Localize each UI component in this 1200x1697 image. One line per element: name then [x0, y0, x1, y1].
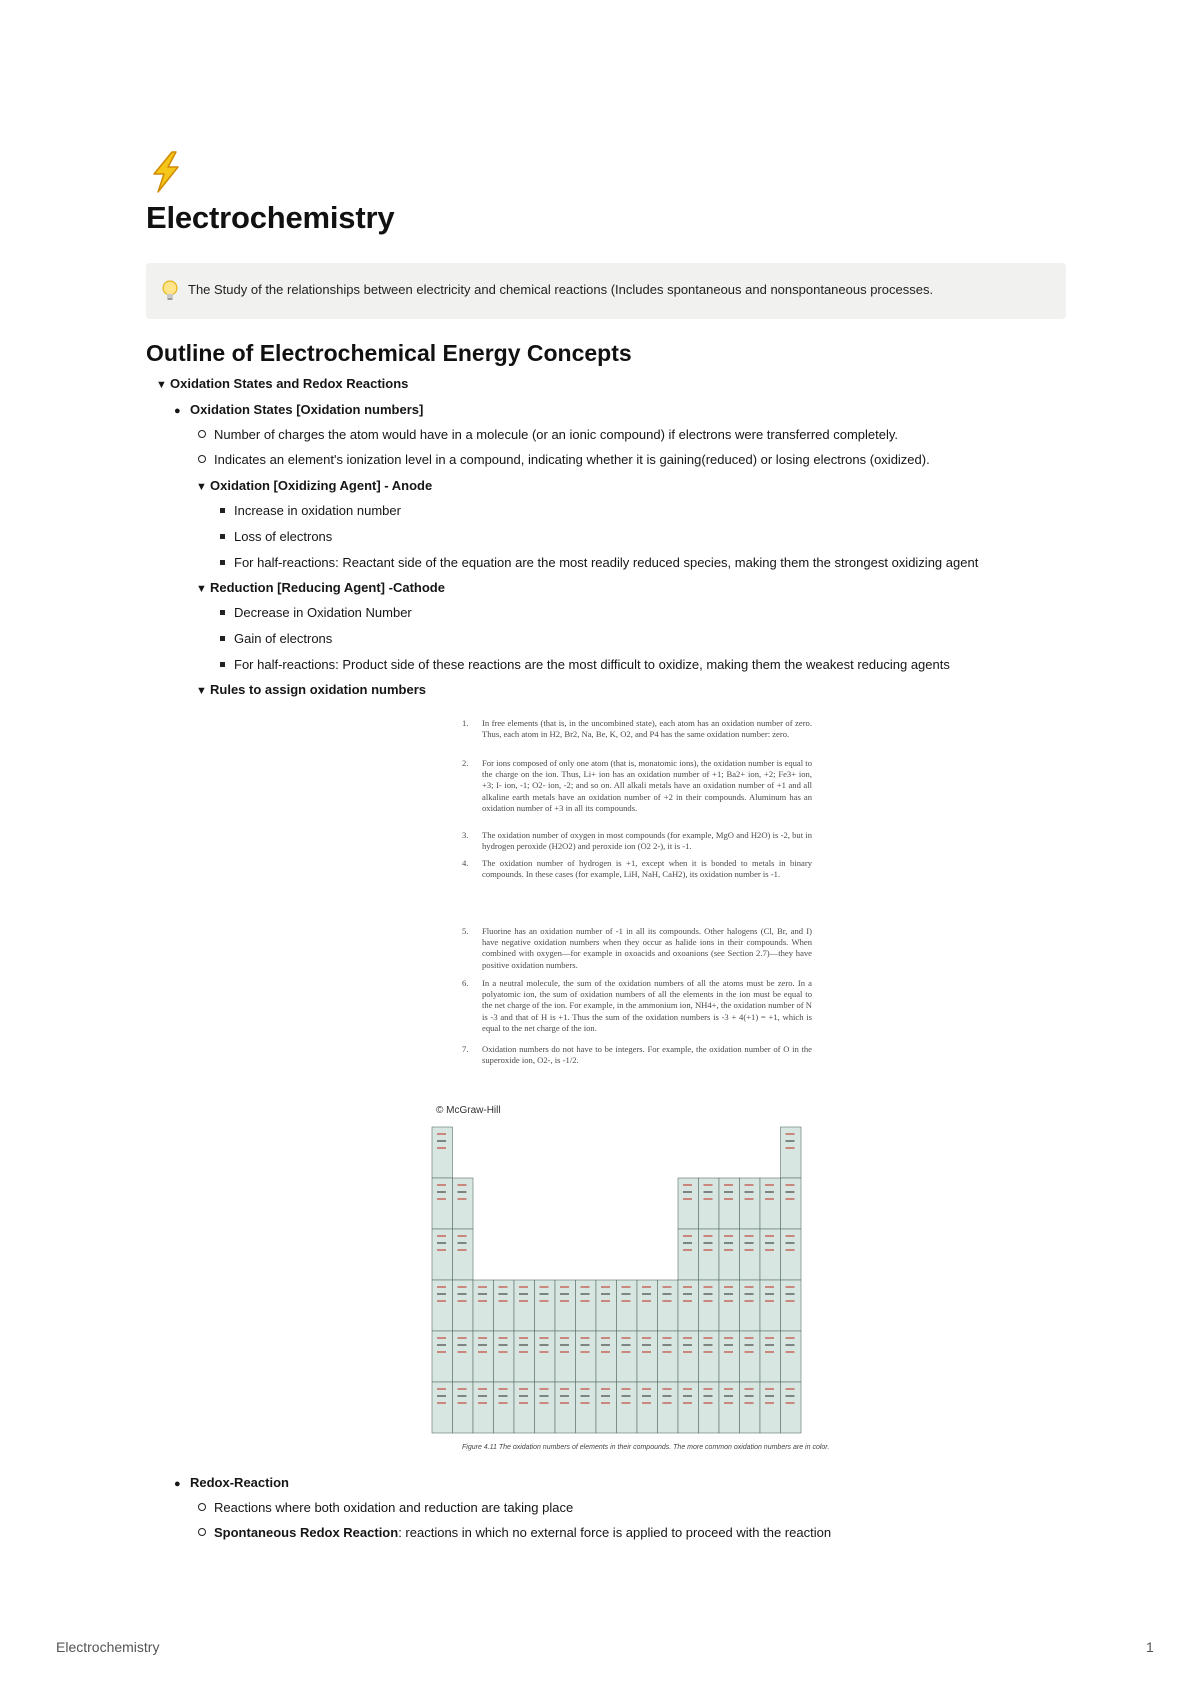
element-cell-mark [519, 1300, 528, 1302]
element-cell-mark [745, 1293, 754, 1295]
element-cell-mark [786, 1140, 795, 1142]
element-cell-mark [478, 1337, 487, 1339]
element-cell-mark [519, 1351, 528, 1353]
element-cell-mark [786, 1147, 795, 1149]
element-cell-mark [724, 1191, 733, 1193]
element-cell-mark [765, 1402, 774, 1404]
element-cell-mark [786, 1344, 795, 1346]
element-cell-mark [786, 1402, 795, 1404]
element-cell-mark [724, 1198, 733, 1200]
element-cell-mark [704, 1235, 713, 1237]
bullet-square-icon [220, 610, 225, 615]
element-cell-mark [765, 1235, 774, 1237]
element-cell-mark [683, 1293, 692, 1295]
element-cell-mark [540, 1286, 549, 1288]
element-cell-mark [540, 1337, 549, 1339]
element-cell-mark [765, 1351, 774, 1353]
element-cell-mark [499, 1286, 508, 1288]
element-cell-mark [437, 1388, 446, 1390]
element-cell-mark [458, 1249, 467, 1251]
element-cell-mark [765, 1337, 774, 1339]
image-source-credit: © McGraw-Hill [436, 1105, 501, 1116]
bullet-circle-icon [198, 455, 206, 463]
element-cell-mark [786, 1133, 795, 1135]
element-cell-mark [560, 1337, 569, 1339]
bullet-square-icon [220, 662, 225, 667]
element-cell-mark [663, 1395, 672, 1397]
element-cell-mark [437, 1351, 446, 1353]
element-cell-mark [765, 1388, 774, 1390]
element-cell-mark [601, 1402, 610, 1404]
element-cell-mark [540, 1388, 549, 1390]
element-cell-mark [458, 1395, 467, 1397]
element-cell-mark [458, 1286, 467, 1288]
element-cell-mark [458, 1293, 467, 1295]
element-cell-mark [704, 1184, 713, 1186]
element-cell-mark [745, 1235, 754, 1237]
element-cell-mark [704, 1388, 713, 1390]
element-cell-mark [724, 1344, 733, 1346]
element-cell-mark [478, 1395, 487, 1397]
element-cell-mark [745, 1286, 754, 1288]
element-cell-mark [622, 1351, 631, 1353]
element-cell-mark [724, 1395, 733, 1397]
element-cell-mark [540, 1402, 549, 1404]
element-cell-mark [704, 1337, 713, 1339]
element-cell-mark [704, 1191, 713, 1193]
element-cell-mark [704, 1351, 713, 1353]
element-cell-mark [601, 1293, 610, 1295]
element-cell-mark [724, 1337, 733, 1339]
element-cell-mark [704, 1402, 713, 1404]
element-cell-mark [786, 1198, 795, 1200]
element-cell-mark [683, 1402, 692, 1404]
element-cell-mark [560, 1388, 569, 1390]
element-cell-mark [540, 1395, 549, 1397]
element-cell-mark [601, 1388, 610, 1390]
element-cell-mark [581, 1351, 590, 1353]
element-cell-mark [560, 1395, 569, 1397]
element-cell-mark [663, 1286, 672, 1288]
element-cell-mark [622, 1337, 631, 1339]
element-cell-mark [458, 1300, 467, 1302]
element-cell-mark [499, 1351, 508, 1353]
element-cell-mark [786, 1293, 795, 1295]
list-item-oxidation-states: ● Oxidation States [Oxidation numbers] [174, 402, 424, 417]
element-cell-mark [437, 1337, 446, 1339]
list-item-redox-reaction: ● Redox-Reaction [174, 1475, 289, 1490]
element-cell-mark [663, 1293, 672, 1295]
element-cell-mark [458, 1388, 467, 1390]
element-cell-mark [581, 1344, 590, 1346]
element-cell-mark [683, 1198, 692, 1200]
element-cell-mark [560, 1351, 569, 1353]
element-cell-mark [683, 1249, 692, 1251]
element-cell-mark [437, 1286, 446, 1288]
bullet-circle-icon [198, 430, 206, 438]
element-cell-mark [642, 1286, 651, 1288]
element-cell-mark [622, 1388, 631, 1390]
element-cell-mark [458, 1351, 467, 1353]
element-cell-mark [724, 1184, 733, 1186]
page-title: Electrochemistry [146, 200, 395, 235]
element-cell-mark [683, 1286, 692, 1288]
element-cell-mark [458, 1344, 467, 1346]
element-cell-mark [499, 1344, 508, 1346]
element-cell-mark [786, 1249, 795, 1251]
bullet-disc-icon: ● [174, 1478, 181, 1490]
footer-page-number: 1 [1146, 1639, 1154, 1655]
element-cell-mark [622, 1286, 631, 1288]
element-cell-mark [458, 1184, 467, 1186]
element-cell-mark [581, 1402, 590, 1404]
element-cell-mark [478, 1300, 487, 1302]
element-cell-mark [745, 1344, 754, 1346]
element-cell-mark [540, 1293, 549, 1295]
element-cell-mark [642, 1337, 651, 1339]
element-cell-mark [560, 1344, 569, 1346]
element-cell-mark [519, 1344, 528, 1346]
element-cell-mark [745, 1191, 754, 1193]
element-cell-mark [540, 1300, 549, 1302]
element-cell-mark [765, 1286, 774, 1288]
element-cell-mark [642, 1344, 651, 1346]
element-cell-mark [745, 1402, 754, 1404]
element-cell-mark [663, 1351, 672, 1353]
element-cell-mark [724, 1300, 733, 1302]
element-cell-mark [601, 1286, 610, 1288]
element-cell-mark [683, 1191, 692, 1193]
element-cell-mark [519, 1293, 528, 1295]
toggle-rules[interactable]: ▼ Rules to assign oxidation numbers [196, 682, 426, 697]
element-cell-mark [683, 1300, 692, 1302]
element-cell-mark [724, 1293, 733, 1295]
element-cell-mark [745, 1242, 754, 1244]
element-cell-mark [437, 1140, 446, 1142]
element-cell-mark [724, 1402, 733, 1404]
element-cell-mark [540, 1344, 549, 1346]
element-cell-mark [581, 1286, 590, 1288]
element-cell-mark [745, 1249, 754, 1251]
element-cell-mark [724, 1235, 733, 1237]
rules-image: 1. In free elements (that is, in the uncombined state), each atom has an oxidation number of zero. Thus, each atom in H2, Br2, Na, Be, K, O2, and P4 has the same oxidation number: zero. 2. For ions composed of only one atom (that is, monatomic ions), the oxidation number is equal to the charge on the ion. Thus, Li+ ion has an oxidation number of +1; Ba2+ ion, +2; Fe3+ ion, +3; I- ion, -1; O2- ion, -2; and so on. All alkali metals have an oxidation number of +1 and all alkaline earth metals have an oxidation number of +2 in their compounds. Aluminum has an oxidation number of +3 in all its compounds. 3. The oxidation number of oxygen in most compounds (for example, MgO and H2O) is -2, but in hydrogen peroxide (H2O2) and peroxide ion (O2 2-), it is -1. 4. The oxidation number of hydrogen is +1, except when it is bonded to metals in binary compounds. In these cases (for example, LiH, NaH, CaH2), its oxidation number is -1. 5. Fluorine has an oxidation number of -1 in all its compounds. Other halogens (Cl, Br, and I) have negative oxidation numbers when they occur as halide ions in their compounds. When combined with oxygen—for example in oxoacids and oxoanions (see Section 2.7)—they have positive oxidation numbers. 6. In a neutral molecule, the sum of the oxidation numbers of all the atoms must be zero. In a polyatomic ion, the sum of oxidation numbers of all the elements in the ion must be equal to the net charge of the ion. For example, in the ammonium ion, NH4+, the oxidation number of N is -3 and that of H is +1. Thus the sum of the oxidation numbers is -3 + 4(+1) = +1, which is equal to the net charge of the ion. 7. Oxidation numbers do not have to be integers. For example, the oxidation number of O in the superoxide ion, O2-, is -1/2. [462, 718, 812, 1066]
element-cell-mark [601, 1337, 610, 1339]
list-item-red-1: Decrease in Oxidation Number [220, 605, 412, 621]
element-cell-mark [458, 1191, 467, 1193]
element-cell-mark [622, 1300, 631, 1302]
element-cell-mark [478, 1351, 487, 1353]
element-cell-mark [745, 1184, 754, 1186]
element-cell-mark [499, 1402, 508, 1404]
element-cell-mark [499, 1388, 508, 1390]
element-cell-mark [663, 1344, 672, 1346]
element-cell-mark [786, 1286, 795, 1288]
element-cell-mark [622, 1293, 631, 1295]
element-cell-mark [786, 1300, 795, 1302]
element-cell-mark [663, 1388, 672, 1390]
element-cell-mark [437, 1198, 446, 1200]
element-cell-mark [663, 1402, 672, 1404]
element-cell-mark [704, 1198, 713, 1200]
list-item-ox-2: Loss of electrons [220, 529, 332, 545]
element-cell-mark [560, 1300, 569, 1302]
lightning-bolt-icon [146, 150, 186, 194]
element-cell-mark [519, 1286, 528, 1288]
element-cell-mark [519, 1402, 528, 1404]
element-cell-mark [458, 1402, 467, 1404]
element-cell-mark [519, 1395, 528, 1397]
element-cell-mark [642, 1300, 651, 1302]
element-cell-mark [581, 1388, 590, 1390]
element-cell-mark [704, 1300, 713, 1302]
bullet-disc-icon: ● [174, 405, 181, 417]
element-cell-mark [601, 1351, 610, 1353]
element-cell-mark [704, 1344, 713, 1346]
list-item-os-2: Indicates an element's ionization level in a compound, indicating whether it is gaining(reduced) or losing electrons (oxidized). [198, 452, 930, 468]
element-cell-mark [437, 1293, 446, 1295]
element-cell-mark [622, 1395, 631, 1397]
element-cell-mark [499, 1395, 508, 1397]
element-cell-mark [786, 1191, 795, 1193]
element-cell-mark [560, 1286, 569, 1288]
element-cell-mark [437, 1344, 446, 1346]
element-cell-mark [642, 1388, 651, 1390]
list-item-redox-1: Reactions where both oxidation and reduction are taking place [198, 1500, 573, 1516]
element-cell-mark [437, 1249, 446, 1251]
element-cell-mark [683, 1344, 692, 1346]
element-cell-mark [704, 1242, 713, 1244]
bullet-square-icon [220, 636, 225, 641]
element-cell-mark [704, 1293, 713, 1295]
footer-title: Electrochemistry [56, 1639, 160, 1655]
element-cell-mark [786, 1351, 795, 1353]
element-cell-mark [622, 1402, 631, 1404]
element-cell-mark [683, 1337, 692, 1339]
list-item-red-3: For half-reactions: Product side of these reactions are the most difficult to oxidize, making them the weakest reducing agents [220, 657, 950, 673]
element-cell-mark [704, 1286, 713, 1288]
element-cell-mark [765, 1191, 774, 1193]
toggle-reduction-cathode[interactable]: ▼ Reduction [Reducing Agent] -Cathode [196, 580, 445, 595]
element-cell-mark [724, 1249, 733, 1251]
element-cell-mark [642, 1293, 651, 1295]
element-cell-mark [765, 1249, 774, 1251]
element-cell-mark [437, 1235, 446, 1237]
element-cell-mark [622, 1344, 631, 1346]
element-cell-mark [478, 1388, 487, 1390]
bullet-square-icon [220, 534, 225, 539]
toggle-oxidation-redox[interactable] [156, 376, 408, 393]
figure-caption: Figure 4.11 The oxidation numbers of elements in their compounds. The more common oxidation numbers are in color. [462, 1444, 830, 1451]
element-cell-mark [786, 1388, 795, 1390]
element-cell-mark [458, 1198, 467, 1200]
periodic-table-image [430, 1105, 840, 1445]
bullet-square-icon [220, 560, 225, 565]
element-cell-mark [724, 1351, 733, 1353]
element-cell-mark [601, 1300, 610, 1302]
element-cell-mark [581, 1337, 590, 1339]
bullet-square-icon [220, 508, 225, 513]
element-cell-mark [786, 1337, 795, 1339]
element-cell-mark [437, 1402, 446, 1404]
element-cell-mark [458, 1242, 467, 1244]
element-cell-mark [642, 1395, 651, 1397]
element-cell-mark [704, 1249, 713, 1251]
element-cell-mark [683, 1388, 692, 1390]
toggle-label: Oxidation States and Redox Reactions [170, 376, 409, 391]
element-cell-mark [683, 1395, 692, 1397]
toggle-triangle-icon[interactable]: ▼ [156, 379, 167, 391]
element-cell-mark [724, 1286, 733, 1288]
element-cell-mark [683, 1242, 692, 1244]
element-cell-mark [581, 1293, 590, 1295]
element-cell-mark [458, 1337, 467, 1339]
element-cell-mark [581, 1300, 590, 1302]
element-cell-mark [765, 1293, 774, 1295]
element-cell-mark [765, 1242, 774, 1244]
element-cell-mark [745, 1300, 754, 1302]
element-cell-mark [642, 1351, 651, 1353]
element-cell-mark [786, 1395, 795, 1397]
element-cell-mark [765, 1344, 774, 1346]
element-cell-mark [765, 1300, 774, 1302]
element-cell-mark [437, 1395, 446, 1397]
element-cell-mark [437, 1133, 446, 1135]
element-cell-mark [478, 1344, 487, 1346]
element-cell-mark [601, 1395, 610, 1397]
element-cell-mark [437, 1184, 446, 1186]
element-cell-mark [499, 1337, 508, 1339]
element-cell-mark [663, 1300, 672, 1302]
element-cell-mark [499, 1300, 508, 1302]
element-cell-mark [786, 1242, 795, 1244]
element-cell-mark [478, 1286, 487, 1288]
list-item-os-1: Number of charges the atom would have in a molecule (or an ionic compound) if electrons were transferred completely. [198, 427, 898, 443]
callout [146, 263, 1066, 319]
toggle-triangle-icon[interactable]: ▼ [196, 583, 207, 595]
element-cell-mark [745, 1395, 754, 1397]
element-cell-mark [437, 1242, 446, 1244]
element-cell-mark [683, 1184, 692, 1186]
element-cell-mark [663, 1337, 672, 1339]
element-cell-mark [540, 1351, 549, 1353]
section-heading: Outline of Electrochemical Energy Concepts [146, 340, 632, 366]
lightbulb-icon [160, 279, 180, 303]
list-item-ox-3: For half-reactions: Reactant side of the equation are the most readily reduced species, making them the strongest oxidizing agent [220, 555, 978, 571]
element-cell-mark [437, 1147, 446, 1149]
element-cell-mark [478, 1402, 487, 1404]
element-cell-mark [765, 1395, 774, 1397]
bullet-circle-icon [198, 1503, 206, 1511]
element-cell-mark [437, 1191, 446, 1193]
callout-text: The Study of the relationships between electricity and chemical reactions (Includes spontaneous and nonspontaneous processes. [188, 282, 934, 297]
element-cell-mark [683, 1351, 692, 1353]
element-cell-mark [581, 1395, 590, 1397]
element-cell-mark [499, 1293, 508, 1295]
element-cell-mark [745, 1198, 754, 1200]
periodic-table-grid [430, 1105, 840, 1445]
bullet-circle-icon [198, 1528, 206, 1536]
element-cell-mark [745, 1388, 754, 1390]
element-cell-mark [786, 1184, 795, 1186]
element-cell-mark [642, 1402, 651, 1404]
element-cell-mark [745, 1337, 754, 1339]
element-cell-mark [765, 1184, 774, 1186]
element-cell-mark [745, 1351, 754, 1353]
element-cell-mark [683, 1235, 692, 1237]
element-cell-mark [765, 1198, 774, 1200]
element-cell-mark [786, 1235, 795, 1237]
toggle-oxidation-anode[interactable]: ▼ Oxidation [Oxidizing Agent] - Anode [196, 478, 433, 493]
element-cell-mark [704, 1395, 713, 1397]
toggle-triangle-icon[interactable]: ▼ [196, 685, 207, 697]
element-cell-mark [437, 1300, 446, 1302]
list-item-ox-1: Increase in oxidation number [220, 503, 401, 519]
element-cell-mark [519, 1388, 528, 1390]
element-cell-mark [478, 1293, 487, 1295]
element-cell-mark [560, 1402, 569, 1404]
list-item-red-2: Gain of electrons [220, 631, 332, 647]
element-cell-mark [458, 1235, 467, 1237]
element-cell-mark [724, 1388, 733, 1390]
list-item-redox-2: Spontaneous Redox Reaction: reactions in which no external force is applied to proceed with the reaction [198, 1525, 831, 1541]
element-cell-mark [560, 1293, 569, 1295]
element-cell-mark [724, 1242, 733, 1244]
element-cell-mark [601, 1344, 610, 1346]
toggle-triangle-icon[interactable]: ▼ [196, 481, 207, 493]
element-cell-mark [519, 1337, 528, 1339]
